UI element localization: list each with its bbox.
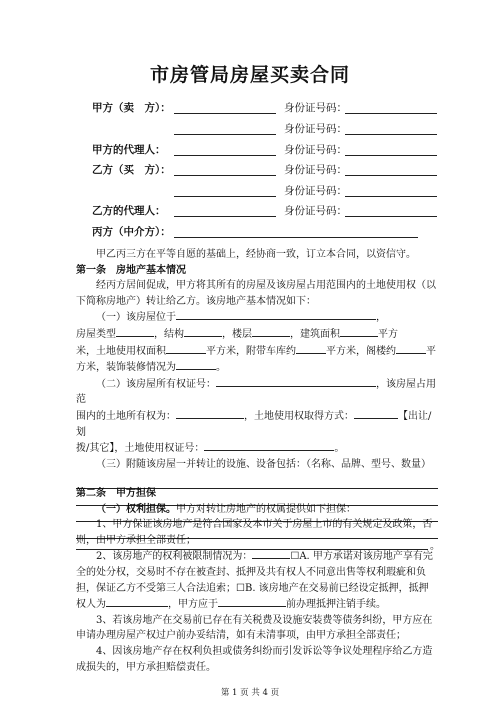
item-text: ，建筑面积 — [290, 328, 340, 340]
id-label: 身份证号码： — [284, 185, 347, 197]
location-blank[interactable] — [176, 309, 376, 320]
id-label: 身份证号码： — [284, 164, 347, 176]
article-1-heading: 第一条 房地产基本情况 — [76, 264, 186, 276]
item-text: 2、该房地产的权利被限制情况为： — [96, 551, 253, 563]
type-blank[interactable] — [116, 326, 154, 337]
item-text: ☐A. 甲方承诺对该房地产享有完全的处分权，交易时不存在被查封、抵押及共有权人不同意出售等权利瑕疵和负担，保证乙方不受第三人合法追索；☐B. 该房地产在交易前已经设定抵押，抵押权人为 — [76, 551, 433, 611]
restriction-blank[interactable] — [252, 548, 290, 559]
item-text: 。 — [216, 362, 226, 374]
article-2-heading: 第二条 甲方担保 — [76, 488, 156, 499]
clause-4: 4、因该房地产存在权利负担或债务纠纷而引发诉讼等争议处理程序给乙方造成损失的，甲方承担赔偿责任。 — [76, 645, 433, 673]
item-text: 。 — [334, 443, 345, 455]
item-text: ，结构 — [154, 328, 184, 340]
item-text: 【出让/划 — [76, 410, 432, 438]
intro-paragraph: 甲乙丙三方在平等自愿的基础上，经协商一致，订立本合同，以资信守。 — [96, 249, 416, 260]
party-row-seller-agent — [92, 142, 452, 160]
acquisition-blank[interactable] — [354, 408, 398, 419]
deadline-blank[interactable] — [218, 596, 286, 607]
clause-3: 3、若该房地产在交易前已存在有关税费及设施安装费等债务纠纷，甲方应在申请办理房屋产权过户前办妥结清，如有未清事项，由甲方承担全部责任； — [76, 614, 433, 642]
item-text: 前办理抵押注销手续。 — [286, 599, 386, 611]
id-blank[interactable] — [345, 155, 437, 156]
name-blank[interactable] — [174, 175, 276, 176]
item-text: 围内的土地所有权为： — [76, 410, 176, 422]
garage-blank[interactable] — [296, 343, 326, 354]
item-text: 甲方对转让房地产的权属提供如下担保： — [176, 503, 356, 515]
item-text: 方米，装饰装修情况为 — [76, 362, 176, 374]
party-row-buyer — [92, 162, 452, 180]
attic-blank[interactable] — [396, 343, 426, 354]
item-3: （三）附随该房屋一并转让的设施、设备包括：（名称、品牌、型号、数量） — [96, 458, 431, 470]
party-label: 乙方的代理人： — [92, 205, 166, 217]
item-text: 平方米，阁楼约 — [326, 345, 396, 357]
party-row-seller — [92, 100, 452, 118]
item-text: ，楼层 — [222, 328, 252, 340]
name-blank[interactable] — [174, 113, 276, 114]
item-1 — [76, 309, 438, 375]
sub-heading: （一）权利担保。 — [96, 503, 176, 515]
item-2 — [76, 376, 438, 457]
name-blank[interactable] — [174, 216, 276, 217]
document-title: 市房管局房屋买卖合同 — [149, 64, 350, 86]
agency-blank[interactable] — [174, 237, 418, 238]
id-blank[interactable] — [345, 216, 437, 217]
area-blank[interactable] — [340, 326, 378, 337]
party-label: 甲方的代理人： — [92, 144, 166, 156]
item-text: ，该房屋占用范 — [76, 378, 436, 406]
party-label: 乙方（买 方）： — [92, 164, 171, 176]
floor-blank[interactable] — [252, 326, 290, 337]
clause-2 — [76, 548, 438, 612]
id-label: 身份证号码： — [284, 102, 347, 114]
cert-blank[interactable] — [216, 376, 376, 387]
item-text: ，土地使用权取得方式： — [244, 410, 354, 422]
name-blank[interactable] — [174, 134, 276, 135]
land-cert-blank[interactable] — [204, 440, 334, 451]
item-text: 。 — [430, 540, 440, 552]
item-text: 米，土地使用权面积 — [76, 345, 166, 357]
id-blank[interactable] — [345, 175, 437, 176]
party-row-buyer-2 — [92, 183, 452, 201]
name-blank[interactable] — [174, 196, 276, 197]
structure-blank[interactable] — [184, 326, 222, 337]
id-blank[interactable] — [345, 196, 437, 197]
article-1-paragraph: 经丙方居间促成，甲方将其所有的房屋及该房屋占用范围内的土地使用权（以下简称房地产）转让给乙方。该房地产基本情况如下： — [76, 280, 436, 307]
ownership-blank[interactable] — [176, 408, 244, 419]
id-blank[interactable] — [345, 113, 437, 114]
item-text: ， — [376, 312, 386, 324]
party-label: 丙方（中介方）： — [92, 226, 171, 238]
id-label: 身份证号码： — [284, 123, 347, 135]
article-2 — [76, 486, 438, 675]
party-label: 甲方（卖 方）： — [92, 102, 171, 114]
item-text: 平方 — [378, 328, 398, 340]
party-row-agency — [92, 224, 452, 242]
item-text: ，甲方应于 — [168, 599, 218, 611]
name-blank[interactable] — [174, 155, 276, 156]
id-label: 身份证号码： — [284, 144, 347, 156]
clause-1: 1、甲方保证该房地产是符合国家及本市关于房屋上市的有关规定及政策，否则，由甲方承担全部责任； — [76, 519, 433, 546]
party-row-buyer-agent — [92, 203, 452, 221]
id-label: 身份证号码： — [284, 205, 347, 217]
article-2-sub — [76, 502, 438, 518]
party-row-seller-2 — [92, 121, 452, 139]
item-text: 平方米，附带车库约 — [206, 345, 296, 357]
mortgagee-blank[interactable] — [106, 596, 168, 607]
item-text: （二）该房屋所有权证号： — [96, 378, 216, 390]
item-text: 拨/其它】，土地使用权证号： — [76, 443, 205, 455]
item-text: 平 — [426, 345, 436, 357]
item-text: 房屋类型 — [76, 328, 116, 340]
page-footer: 第 1 页 共 4 页 — [220, 688, 280, 698]
land-area-blank[interactable] — [166, 343, 206, 354]
decoration-blank[interactable] — [176, 359, 216, 370]
item-text: （一）该房屋位于 — [96, 312, 176, 324]
id-blank[interactable] — [345, 134, 437, 135]
